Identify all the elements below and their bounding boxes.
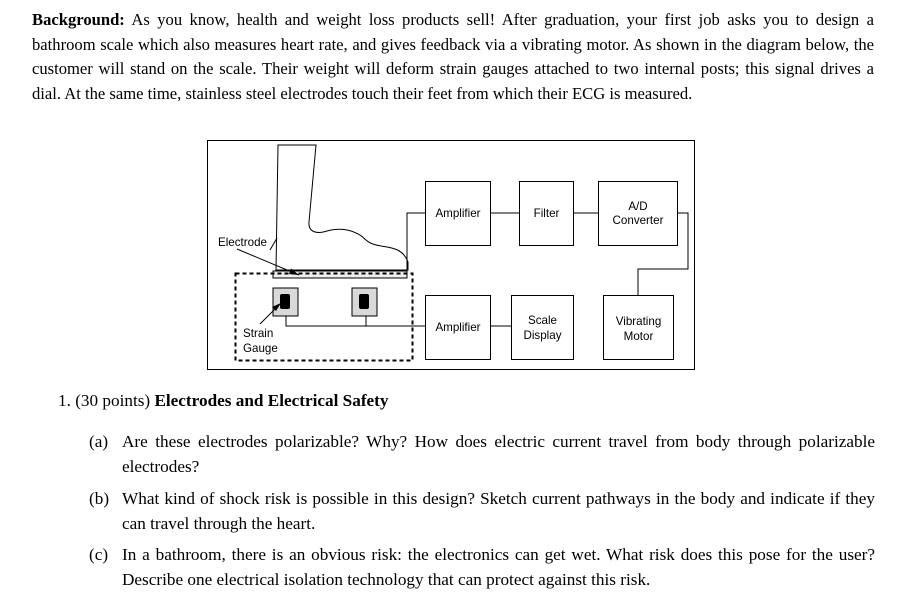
- wire-strain-gauges: [286, 316, 366, 326]
- strain-gauge-label-line2: Gauge: [243, 342, 278, 355]
- scale-display-label-line1: Scale: [527, 314, 558, 327]
- vibrating-motor-label-line1: Vibrating: [615, 315, 662, 328]
- strain-gauge-left: [280, 294, 290, 309]
- subquestion-a-text: Are these electrodes polarizable? Why? How does electric current travel from body through polarizable electrodes?: [122, 432, 875, 476]
- ad-converter-label-line1: A/D: [628, 200, 648, 213]
- electrode-label: Electrode: [218, 236, 267, 249]
- vibrating-motor-label-line2: Motor: [623, 330, 654, 343]
- amplifier-top-label: Amplifier: [435, 207, 481, 220]
- question-heading: Electrodes and Electrical Safety: [154, 391, 389, 410]
- question-title: [58, 389, 389, 413]
- subquestion-a-label: (a): [89, 432, 109, 451]
- background-text: As you know, health and weight loss products sell! After graduation, your first job asks you to design a bathroom scale which also measures heart rate, and gives feedback via a vibrating motor. As shown in the diagram below, the customer will stand on the scale. Their weight will deform strain gauges attached to two internal posts; this signal drives a dial. At the same time, stainless steel electrodes touch their feet from which their ECG is measured.: [32, 10, 874, 103]
- scale-display-label-line2: Display: [523, 329, 562, 342]
- background-label: Background:: [32, 10, 125, 29]
- subquestion-b-label: (b): [89, 489, 110, 508]
- strain-gauge-label-line1: Strain: [243, 327, 274, 340]
- subquestion-b: [89, 487, 875, 536]
- foot-outline: [276, 145, 408, 270]
- question-points: (30 points): [75, 391, 151, 410]
- subquestion-a: [89, 430, 875, 479]
- subquestion-c-text: In a bathroom, there is an obvious risk: the electronics can get wet. What risk does this pose for the user? Describe one electrical isolation technology that can protect against this risk.: [122, 545, 875, 589]
- subquestion-b-text: What kind of shock risk is possible in this design? Sketch current pathways in the body and indicate if they can travel through the heart.: [122, 489, 875, 533]
- subquestion-c: [89, 543, 875, 592]
- scale-display-block: [512, 296, 574, 360]
- wire-electrode-to-amp: [407, 213, 425, 271]
- filter-label: Filter: [533, 207, 560, 220]
- ad-converter-label-line2: Converter: [612, 214, 664, 227]
- subquestion-c-label: (c): [89, 545, 109, 564]
- question-number: 1.: [58, 391, 71, 410]
- amplifier-bottom-label: Amplifier: [435, 321, 481, 334]
- strain-gauge-right: [359, 294, 369, 309]
